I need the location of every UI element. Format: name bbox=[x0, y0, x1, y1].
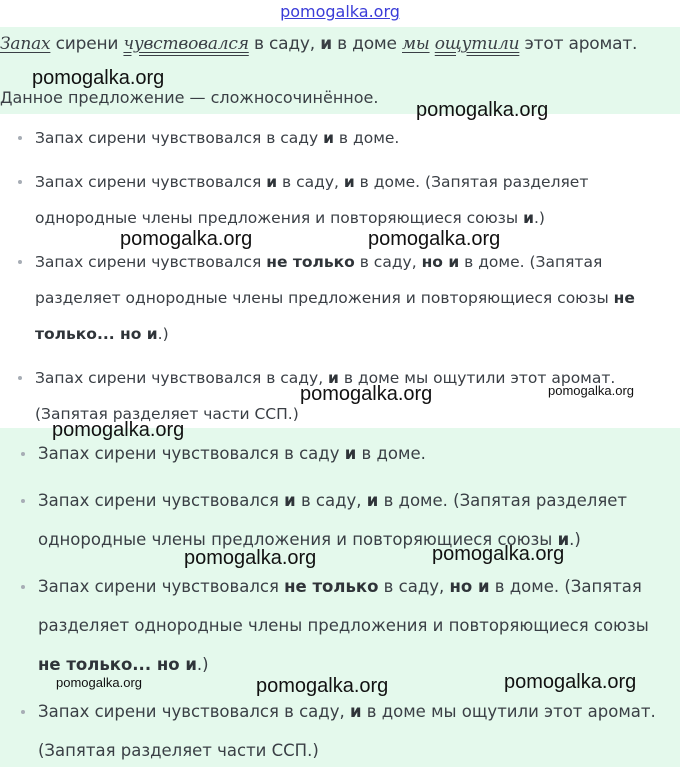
watermark: pomogalka.org bbox=[548, 383, 634, 398]
predicate-word: ощутили bbox=[434, 34, 520, 54]
item-bold: и bbox=[366, 491, 379, 510]
item-text: .) bbox=[569, 530, 581, 549]
item-text: в доме. (Запятая разделяет однородные члены предложения и повторяющиеся союзы bbox=[35, 253, 614, 307]
item-bold: и bbox=[284, 491, 296, 510]
item-text: в саду, bbox=[277, 173, 344, 191]
item-text: в саду, bbox=[295, 491, 367, 510]
item-text: Запах сирени чувствовался в саду bbox=[35, 129, 324, 147]
item-text: Запах сирени чувствовался bbox=[38, 491, 285, 510]
item-text: в доме. (Запятая разделяет однородные члены предложения и повторяющиеся союзы bbox=[38, 491, 628, 549]
options-list-b bbox=[3, 434, 668, 770]
watermark: pomogalka.org bbox=[416, 99, 549, 121]
item-text: в саду, bbox=[378, 577, 450, 596]
list-item bbox=[0, 164, 660, 236]
watermark: pomogalka.org bbox=[256, 675, 389, 697]
item-text: Запах сирени чувствовался в саду bbox=[38, 444, 345, 463]
watermark: pomogalka.org bbox=[300, 383, 433, 405]
item-bold: и bbox=[557, 530, 570, 549]
item-bold: но и bbox=[449, 577, 490, 596]
sentence-text: в саду, bbox=[248, 34, 321, 54]
sentence-text: сирени bbox=[50, 34, 124, 54]
item-text: .) bbox=[157, 325, 169, 343]
item-text: Запах сирени чувствовался в саду, bbox=[35, 369, 329, 387]
watermark: pomogalka.org bbox=[32, 67, 165, 89]
item-text: в доме. bbox=[334, 129, 400, 147]
watermark: pomogalka.org bbox=[56, 675, 142, 690]
item-text: Запах сирени чувствовался bbox=[35, 253, 267, 271]
item-text: в саду, bbox=[354, 253, 422, 271]
item-text: в доме. bbox=[356, 444, 426, 463]
watermark: pomogalka.org bbox=[184, 547, 317, 569]
item-bold: не только bbox=[284, 577, 379, 596]
list-item bbox=[0, 120, 660, 156]
watermark: pomogalka.org bbox=[368, 228, 501, 250]
item-bold: и bbox=[323, 129, 334, 147]
item-bold: не только bbox=[266, 253, 355, 271]
item-text: в доме мы ощутили этот аромат. (Запятая разделяет части ССП.) bbox=[38, 702, 656, 760]
item-text: Запах сирени чувствовался bbox=[38, 577, 285, 596]
list-item bbox=[3, 692, 668, 770]
item-text: в доме. (Запятая разделяет однородные члены предложения и повторяющиеся союзы bbox=[38, 577, 649, 635]
list-item bbox=[3, 567, 668, 684]
watermark: pomogalka.org bbox=[504, 671, 637, 693]
item-bold: и bbox=[349, 702, 362, 721]
subject-word: Запах bbox=[0, 34, 51, 54]
predicate-word: чувствовался bbox=[123, 34, 249, 54]
sentence-type-statement: Данное предложение — сложносочинённое. bbox=[0, 88, 379, 107]
item-bold: не только... но и bbox=[38, 655, 197, 674]
item-text: в доме. (Запятая разделяет однородные члены предложения и повторяющиеся союзы bbox=[35, 173, 589, 227]
subject-word: мы bbox=[402, 34, 430, 54]
item-bold: не только... но и bbox=[35, 289, 635, 343]
item-bold: и bbox=[343, 173, 355, 191]
item-bold: и bbox=[523, 209, 534, 227]
item-text: Запах сирени чувствовался bbox=[35, 173, 267, 191]
site-link[interactable]: pomogalka.org bbox=[280, 2, 400, 21]
item-bold: и bbox=[344, 444, 357, 463]
sentence-text: этот аромат. bbox=[519, 34, 638, 54]
conjunction-word: и bbox=[320, 34, 332, 54]
watermark: pomogalka.org bbox=[120, 228, 253, 250]
item-bold: и bbox=[328, 369, 339, 387]
sentence-text: в доме bbox=[331, 34, 402, 54]
list-item bbox=[0, 244, 660, 352]
item-bold: и bbox=[266, 173, 278, 191]
parsed-sentence bbox=[0, 34, 637, 54]
list-item bbox=[3, 481, 668, 559]
watermark: pomogalka.org bbox=[52, 419, 185, 441]
item-text: в доме мы ощутили этот аромат. (Запятая разделяет части ССП.) bbox=[35, 369, 616, 423]
item-text: .) bbox=[533, 209, 545, 227]
item-bold: но и bbox=[421, 253, 460, 271]
item-text: .) bbox=[196, 655, 209, 674]
watermark: pomogalka.org bbox=[432, 543, 565, 565]
item-text: Запах сирени чувствовался в саду, bbox=[38, 702, 350, 721]
